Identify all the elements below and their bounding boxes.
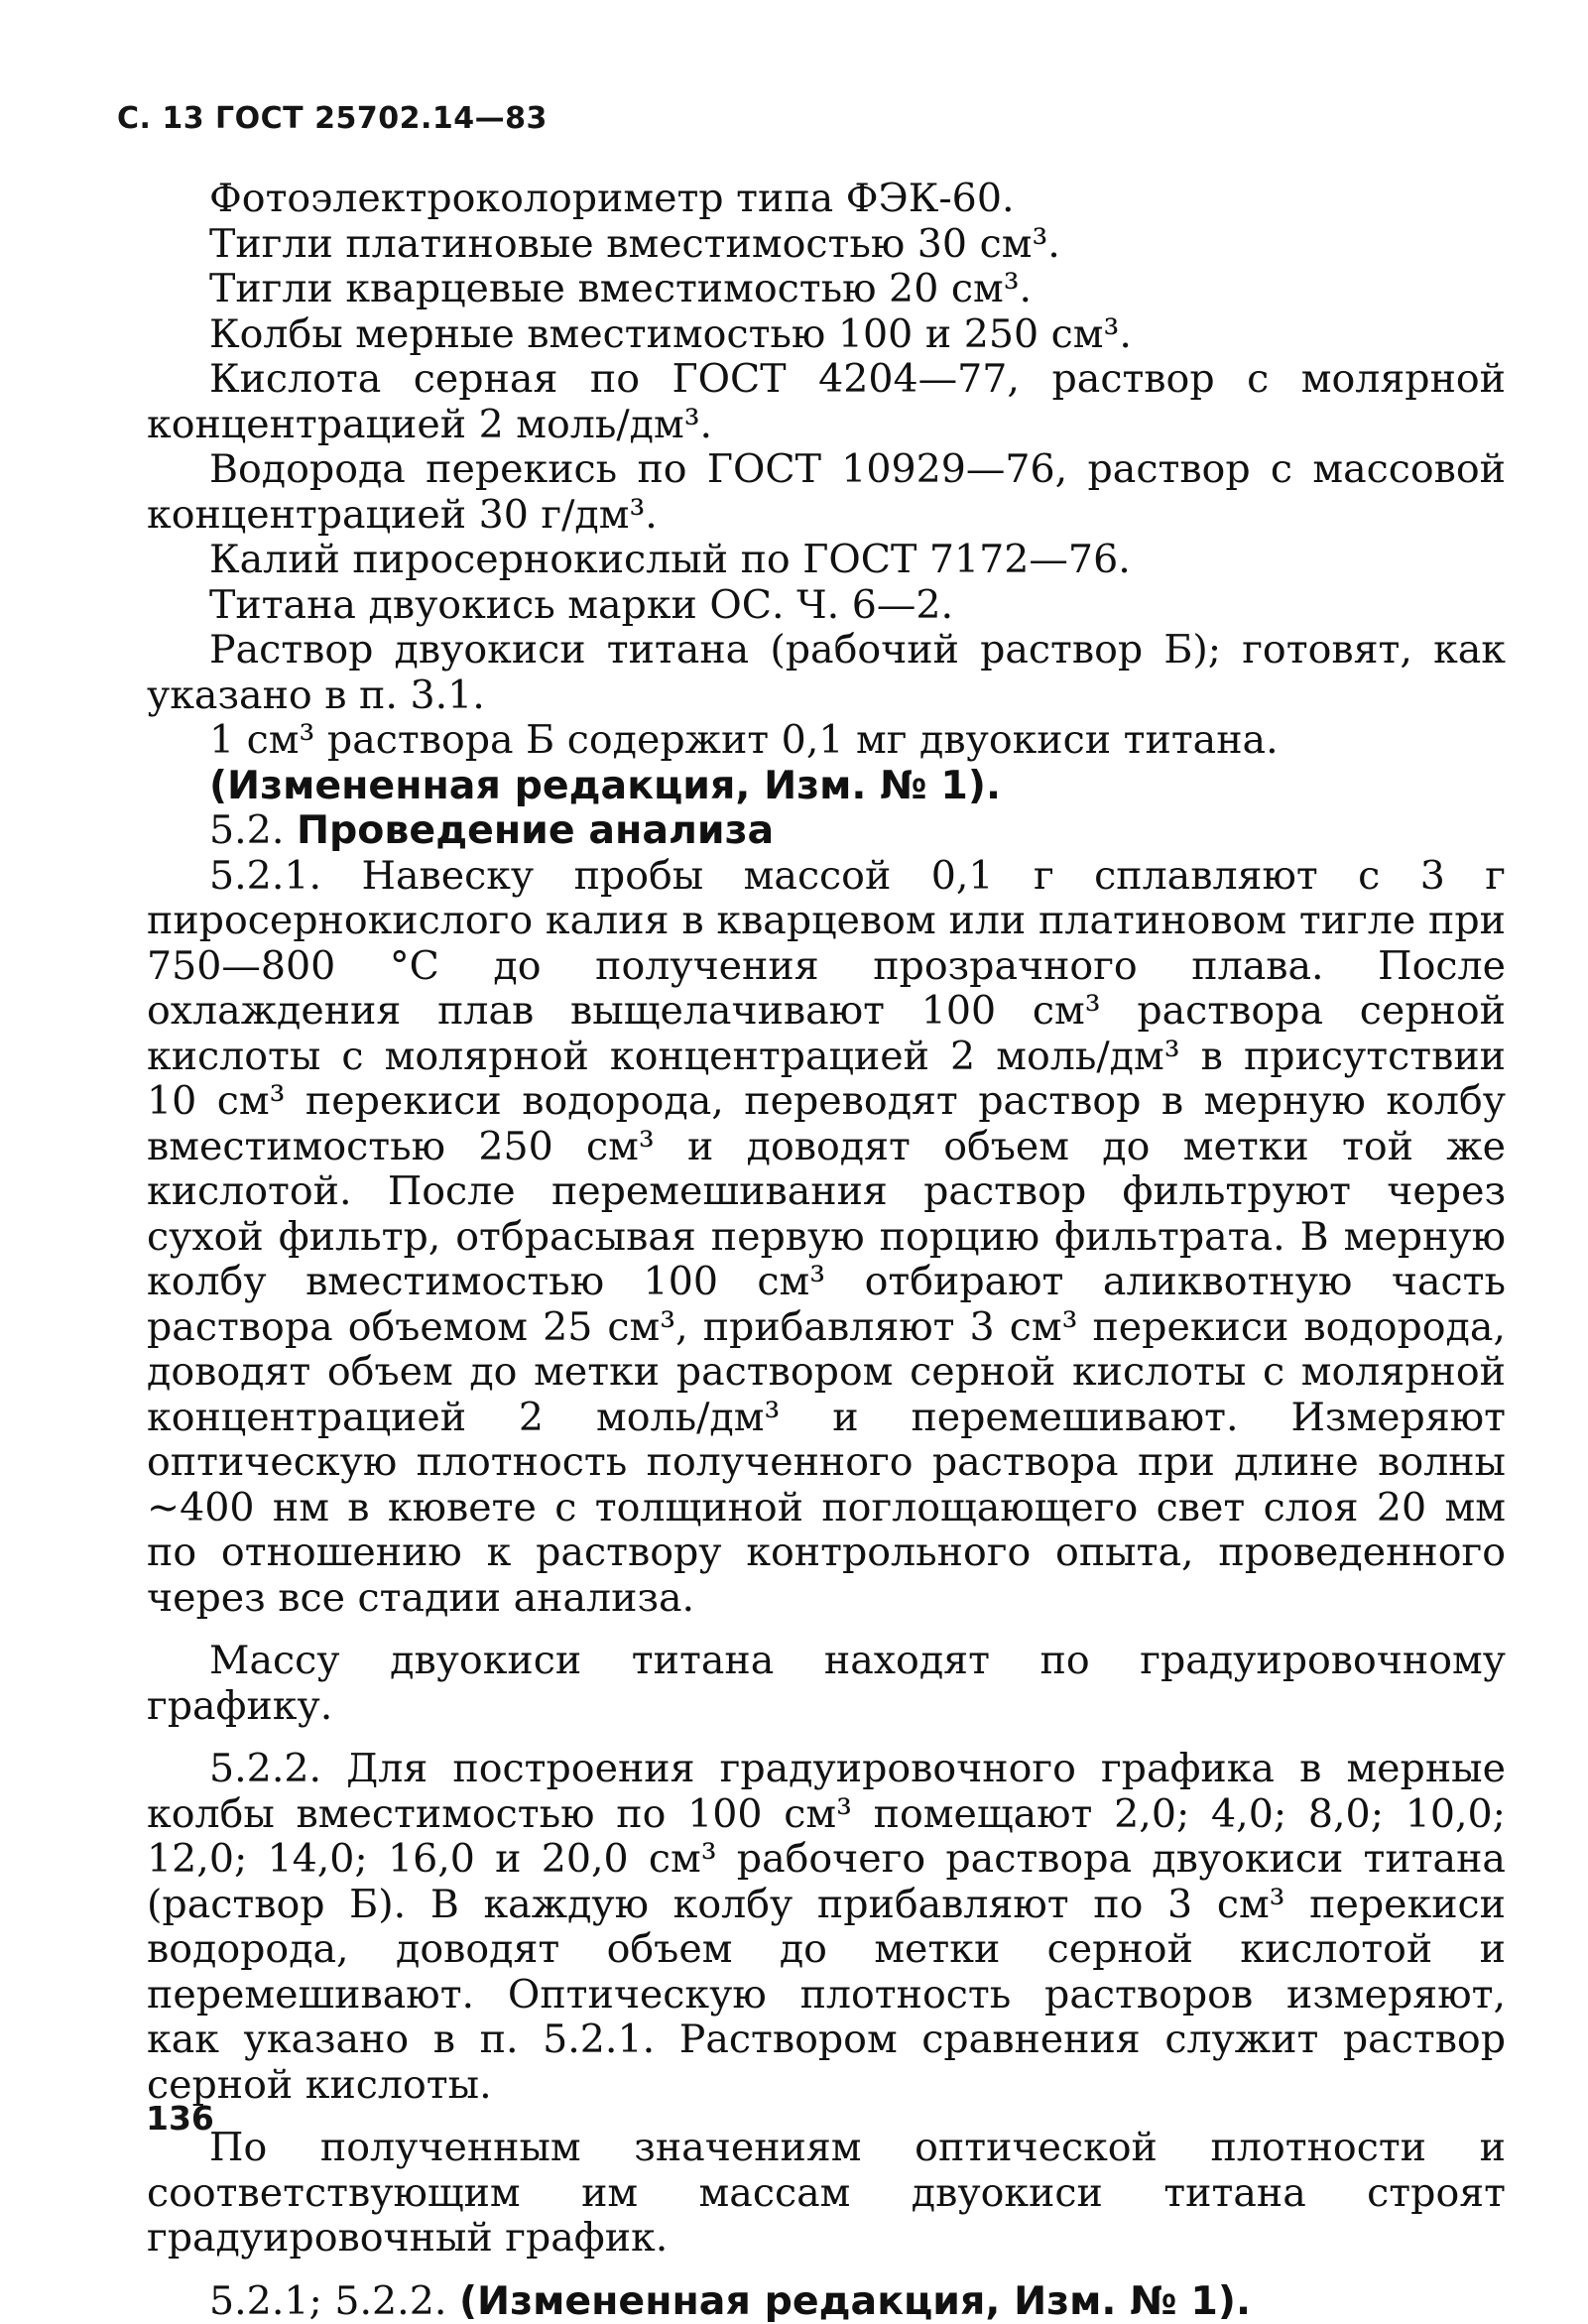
equipment-item: Тигли платиновые вместимостью 30 см³.: [147, 222, 1506, 268]
page-header: С. 13 ГОСТ 25702.14—83: [117, 101, 548, 136]
clause-references: 5.2.1; 5.2.2.: [209, 2278, 446, 2324]
equipment-item: Фотоэлектроколориметр типа ФЭК-60.: [147, 177, 1506, 222]
equipment-item: Тигли кварцевые вместимостью 20 см³.: [147, 267, 1506, 312]
page-body: [147, 177, 1506, 2324]
amendment-note-text: (Измененная редакция, Изм. № 1).: [459, 2278, 1251, 2324]
paragraph-5-2-2: 5.2.2. Для построения градуировочного графика в мерные колбы вместимостью по 100 см³ помещают 2,0; 4,0; 8,0; 10,0; 12,0; 14,0; 16,0 и 20,0 см³ рабочего раствора двуокиси титана (раствор Б). В каждую колбу прибавляют по 3 см³ перекиси водорода, доводят объем до метки серной кислотой и перемешивают. Оптическую плотность растворов измеряют, как указано в п. 5.2.1. Раствором сравнения служит раствор серной кислоты.: [147, 1747, 1506, 2108]
equipment-item: Калий пиросернокислый по ГОСТ 7172—76.: [147, 538, 1506, 583]
equipment-item: Титана двуокись марки ОС. Ч. 6—2.: [147, 583, 1506, 629]
section-title: Проведение анализа: [297, 807, 774, 853]
equipment-item: Кислота серная по ГОСТ 4204—77, раствор с молярной концентрацией 2 моль/дм³.: [147, 357, 1506, 447]
section-number: 5.2.: [209, 807, 284, 853]
amendment-reference: [147, 2279, 1506, 2324]
equipment-item: Водорода перекись по ГОСТ 10929—76, раствор с массовой концентрацией 30 г/дм³.: [147, 447, 1506, 538]
section-heading: [147, 808, 1506, 854]
paragraph-mass: Массу двуокиси титана находят по градуировочному графику.: [147, 1639, 1506, 1729]
equipment-item: Раствор двуокиси титана (рабочий раствор Б); готовят, как указано в п. 3.1.: [147, 628, 1506, 718]
page-number: 136: [146, 2099, 214, 2138]
equipment-item: 1 см³ раствора Б содержит 0,1 мг двуокиси титана.: [147, 718, 1506, 764]
equipment-item: Колбы мерные вместимостью 100 и 250 см³.: [147, 312, 1506, 358]
amendment-note: [147, 764, 1506, 809]
paragraph-5-2-1: 5.2.1. Навеску пробы массой 0,1 г сплавляют с 3 г пиросернокислого калия в кварцевом или платиновом тигле при 750—800 °С до получения прозрачного плава. После охлаждения плав выщелачивают 100 см³ раствора серной кислоты с молярной концентрацией 2 моль/дм³ в присутствии 10 см³ перекиси водорода, переводят раствор в мерную колбу вместимостью 250 см³ и доводят объем до метки той же кислотой. После перемешивания раствор фильтруют через сухой фильтр, отбрасывая первую порцию фильтрата. В мерную колбу вместимостью 100 см³ отбирают аликвотную часть раствора объемом 25 см³, прибавляют 3 см³ перекиси водорода, доводят объем до метки раствором серной кислоты с молярной концентрацией 2 моль/дм³ и перемешивают. Измеряют оптическую плотность полученного раствора при длине волны ~400 нм в кювете с толщиной поглощающего свет слоя 20 мм по отношению к раствору контрольного опыта, проведенного через все стадии анализа.: [147, 854, 1506, 1622]
amendment-note-text: (Измененная редакция, Изм. № 1).: [209, 763, 1001, 808]
paragraph-graph: По полученным значениям оптической плотности и соответствующим им массам двуокиси титана строят градуировочный график.: [147, 2126, 1506, 2262]
